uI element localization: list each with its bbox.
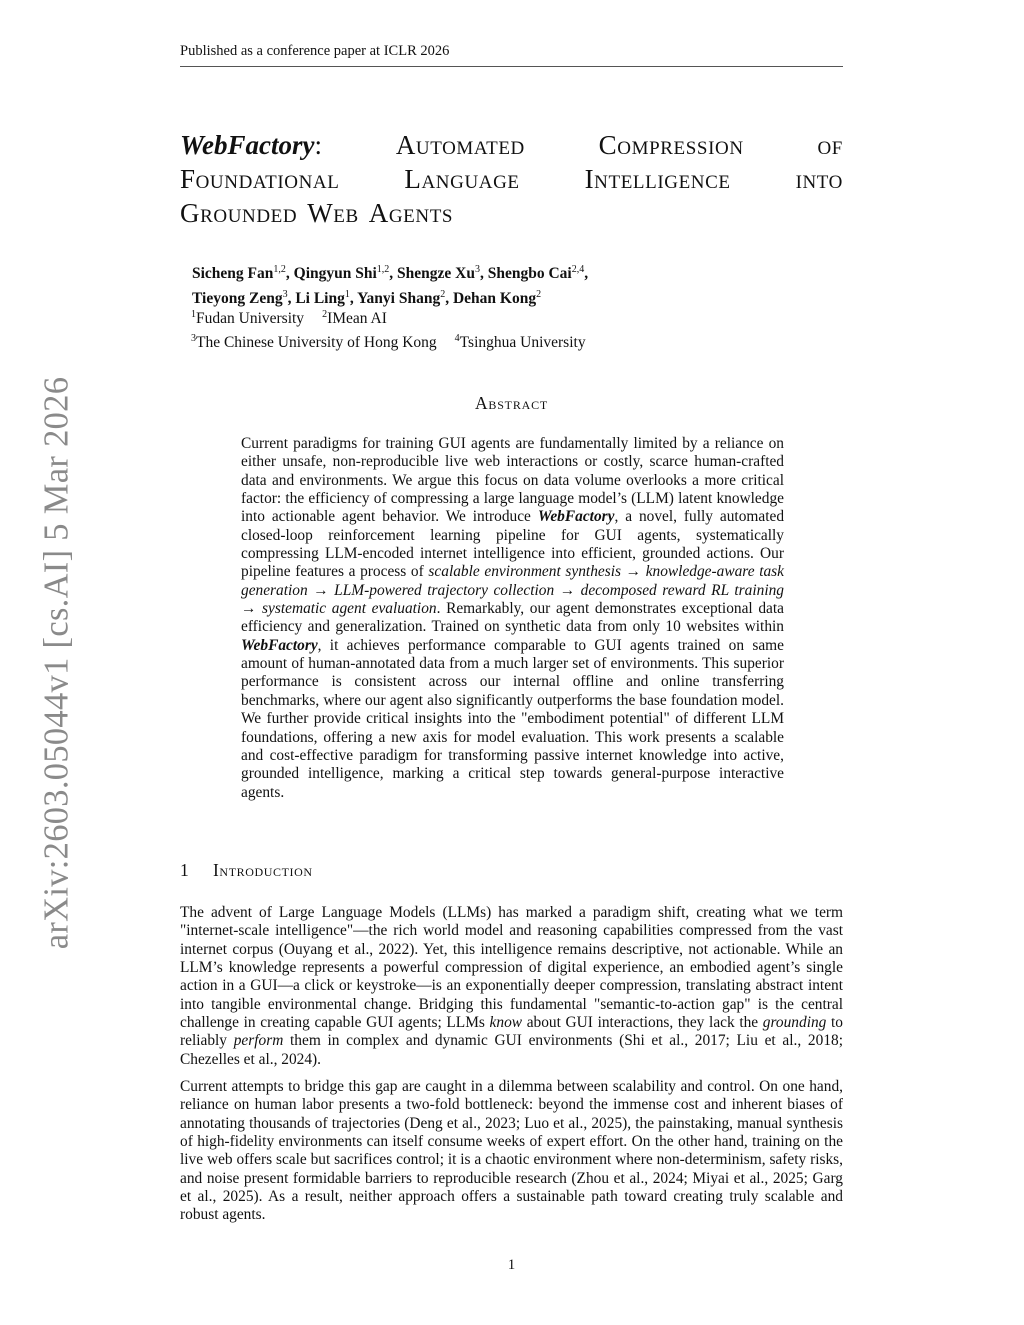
title-word: of: [817, 130, 843, 160]
abstract-text: Current paradigms for training GUI agents are fundamentally limited by a reliance on either unsafe, non-reproducible live web interactions or costly, scarce human-crafted data and environments. We argue this focus on data volume overlooks a more critical factor: the efficiency of compressing a large language model’s (LLM) latent knowledge into actionable agent behavior. We introduce: [241, 435, 784, 526]
author-name: Yanyi Shang: [357, 290, 441, 308]
title-line-2: [180, 162, 843, 196]
author-separator: ,: [480, 265, 488, 283]
affiliation-name: IMean AI: [327, 310, 387, 328]
author-name: Tieyong Zeng: [192, 290, 283, 308]
title-word: into: [795, 164, 843, 194]
author-affiliation-mark: 3: [475, 264, 480, 275]
author-line-1: [192, 259, 842, 284]
section-heading-introduction: [180, 860, 843, 881]
author-name: Shengze Xu: [397, 265, 475, 283]
author-separator: ,: [584, 265, 589, 283]
author-affiliation-mark: 3: [282, 289, 288, 301]
paragraph-text: The advent of Large Language Models (LLMs) has marked a paradigm shift, creating what we term "internet-scale intelligence"—the rich world model and reasoning capabilities compressed from the vast internet corpus (Ouyang et al., 2022). Yet, this intelligence remains descriptive, not actionable. While an LLM’s knowledge represents a powerful compression of digital experience, an embodied agent’s single action in a GUI—a click or keystroke—is an exponentially deeper compression, translating abstract intent into tangible environmental change. Bridging this fundamental "semantic-to-action gap" is the central challenge in creating capable GUI agents; LLMs: [180, 904, 843, 1032]
abstract-text: . Remarkably, our agent demonstrates exceptional data efficiency and generalization. Trained on synthetic data from only 10 websites within: [241, 600, 784, 636]
arxiv-identifier-text: arXiv:2603.05044v1 [cs.AI] 5 Mar 2026: [37, 376, 76, 949]
abstract-brand: WebFactory: [537, 508, 615, 526]
title-line-1: [180, 128, 843, 162]
running-header: Published as a conference paper at ICLR 2026: [180, 43, 843, 67]
arxiv-identifier-stamp: [22, 376, 92, 949]
author-separator: ,: [349, 290, 358, 308]
author-name: Dehan Kong: [452, 290, 537, 308]
title-word: Web: [307, 198, 359, 228]
affiliation-mark: 2: [322, 309, 328, 320]
section-number: 1: [180, 860, 190, 880]
author-separator: ,: [287, 290, 296, 308]
title-word: Intelligence: [584, 164, 731, 194]
author-affiliation-mark: 1,2: [376, 264, 390, 275]
page-number: 1: [507, 1257, 516, 1273]
abstract-text: , it achieves performance comparable to GUI agents trained on same amount of human-annotated data from a much larger set of environments. This superior performance is consistent across our internal offline and online transferring benchmarks, where our agent also significantly outperforms the base foundation model. We further provide critical insights into the "embodiment potential" of different LLM foundations, offering a new axis for model evaluation. This work presents a scalable and cost-effective paradigm for transforming passive internet knowledge into active, grounded intelligence, marking a critical step towards general-purpose interactive agents.: [241, 636, 784, 801]
author-list: [192, 259, 842, 309]
abstract-text: , a novel, fully automated closed-loop reinforcement learning pipeline for GUI agents, systematically compressing LLM-encoded internet intelligence into efficient, grounded actions. Our pipeline features a process of: [241, 508, 785, 581]
paragraph-text: to reliably: [180, 1014, 843, 1050]
title-word: Foundational: [180, 164, 340, 194]
affiliation-name: The Chinese University of Hong Kong: [196, 334, 437, 352]
author-affiliation-mark: 1,2: [273, 264, 286, 275]
author-affiliation-mark: 2: [440, 289, 446, 301]
section-title: Introduction: [213, 860, 313, 880]
affiliation-mark: 3: [191, 333, 196, 345]
abstract-brand: WebFactory: [241, 636, 318, 654]
title-word: Compression: [598, 130, 744, 160]
title-word: Grounded: [180, 198, 298, 228]
affiliation-name: Tsinghua University: [459, 334, 586, 352]
abstract-body: [241, 435, 784, 802]
affiliation-line-2: [191, 329, 841, 353]
title-word: Automated: [395, 130, 525, 160]
title-brand-block: [180, 128, 322, 162]
title-brand: WebFactory: [180, 130, 315, 160]
paragraph-text: them in complex and dynamic GUI environments (Shi et al., 2017; Liu et al., 2018; Chezelles et al., 2024).: [180, 1032, 843, 1068]
emphasis-text: grounding: [762, 1014, 827, 1032]
author-separator: ,: [285, 265, 294, 283]
affiliation-list: [191, 305, 841, 353]
author-affiliation-mark: 2: [536, 289, 542, 301]
author-name: Sicheng Fan: [192, 265, 274, 283]
author-name: Shengbo Cai: [487, 265, 572, 283]
affiliation-mark: 4: [454, 333, 460, 345]
author-name: Qingyun Shi: [293, 265, 377, 283]
emphasis-text: know: [489, 1014, 523, 1032]
title-colon: :: [314, 130, 322, 160]
paper-title: [180, 128, 843, 230]
affiliation-name: Fudan University: [196, 310, 305, 328]
author-affiliation-mark: 2,4: [571, 264, 585, 275]
abstract-heading: Abstract: [474, 393, 549, 413]
affiliation-line-1: [191, 305, 841, 329]
title-word: Language: [404, 164, 520, 194]
introduction-paragraph-2: Current attempts to bridge this gap are caught in a dilemma between scalability and control. On one hand, reliance on human labor presents a two-fold bottleneck: beyond the immense cost and inherent biases of annotating thousands of trajectories (Deng et al., 2023; Luo et al., 2025), the painstaking, manual synthesis of high-fidelity environments can itself consume weeks of expert effort. On the other hand, training on the live web offers scale but sacrifices control; it is a chaotic environment where non-determinism, safety risks, and noise present formidable barriers to reproducible research (Zhou et al., 2024; Miyai et al., 2025; Garg et al., 2025). As a result, neither approach offers a sustainable path toward creating truly scalable and robust agents.: [180, 1078, 843, 1224]
introduction-paragraph-1: [180, 904, 843, 1069]
affiliation-mark: 1: [191, 309, 196, 320]
title-line-3: [180, 196, 843, 230]
author-separator: ,: [389, 265, 398, 283]
abstract-pipeline: scalable environment synthesis → knowledge-aware task generation → LLM-powered trajectory collection → decomposed reward RL training → systematic agent evaluation: [241, 563, 784, 618]
emphasis-text: perform: [233, 1032, 284, 1050]
paragraph-text: about GUI interactions, they lack the: [522, 1014, 763, 1032]
author-separator: ,: [445, 290, 453, 308]
author-affiliation-mark: 1: [344, 289, 350, 301]
title-word: Agents: [368, 198, 454, 228]
author-name: Li Ling: [295, 290, 345, 308]
